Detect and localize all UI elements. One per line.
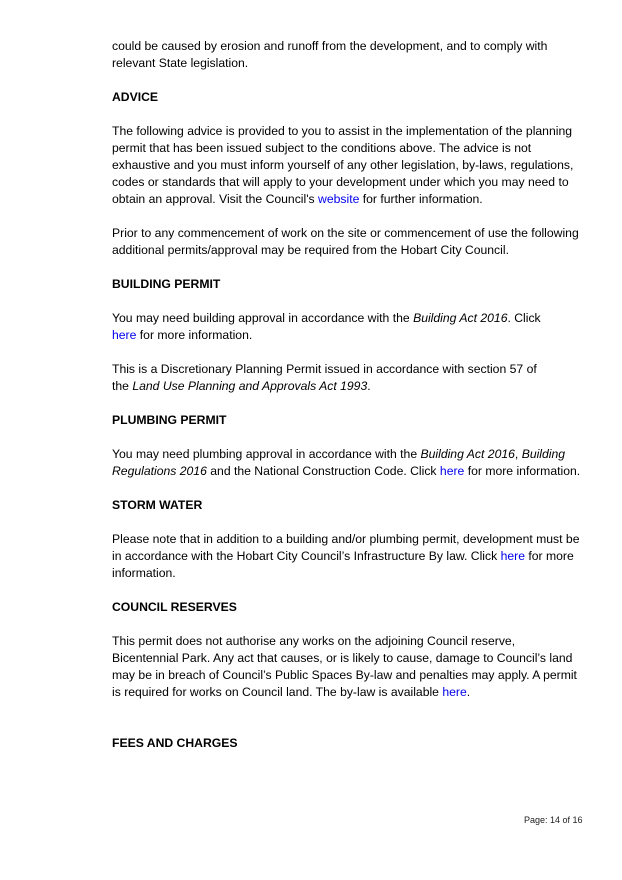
- building-approval-paragraph: You may need building approval in accordance with the Building Act 2016. Click here for more information.: [112, 311, 541, 342]
- by-law-here-link[interactable]: here: [442, 685, 467, 699]
- document-page: [112, 38, 584, 752]
- council-reserves-heading: COUNCIL RESERVES: [112, 600, 237, 614]
- prior-commencement-paragraph: Prior to any commencement of work on the site or commencement of use the following additional permits/approval may be required from the Hobart City Council.: [112, 226, 579, 257]
- website-link[interactable]: website: [318, 192, 360, 206]
- council-reserves-paragraph: This permit does not authorise any works on the adjoining Council reserve, Bicentennial Park. Any act that causes, or is likely to cause, damage to Council’s land may be in breach of Council’s Public Spaces By-law and penalties may apply. A permit is required for works on Council land. The by-law is available here.: [112, 634, 577, 699]
- advice-heading: ADVICE: [112, 90, 159, 104]
- storm-water-paragraph: Please note that in addition to a building and/or plumbing permit, development must be in accordance with the Hobart City Council’s Infrastructure By law. Click here for more information.: [112, 532, 580, 580]
- building-here-link[interactable]: here: [112, 328, 137, 342]
- intro-paragraph: could be caused by erosion and runoff from the development, and to comply with relevant State legislation.: [112, 39, 548, 70]
- plumbing-here-link[interactable]: here: [439, 464, 465, 478]
- discretionary-permit-paragraph: This is a Discretionary Planning Permit issued in accordance with section 57 of the Land Use Planning and Approvals Act 1993.: [112, 362, 537, 393]
- fees-and-charges-heading: FEES AND CHARGES: [112, 736, 238, 750]
- page-number: Page: 14 of 16: [524, 815, 583, 825]
- plumbing-permit-heading: PLUMBING PERMIT: [112, 413, 227, 427]
- storm-water-heading: STORM WATER: [112, 498, 203, 512]
- plumbing-approval-paragraph: You may need plumbing approval in accordance with the Building Act 2016, Building Regulations 2016 and the National Construction Code. Click here for more information.: [112, 447, 581, 478]
- advice-paragraph: The following advice is provided to you to assist in the implementation of the planning permit that has been issued subject to the conditions above. The advice is not exhaustive and you must inform yourself of any other legislation, by-laws, regulations, codes or standards that will apply to your development under which you may need to obtain an approval. Visit the Council's website for further information.: [112, 124, 574, 206]
- building-permit-heading: BUILDING PERMIT: [112, 277, 221, 291]
- storm-water-here-link[interactable]: here: [500, 549, 525, 563]
